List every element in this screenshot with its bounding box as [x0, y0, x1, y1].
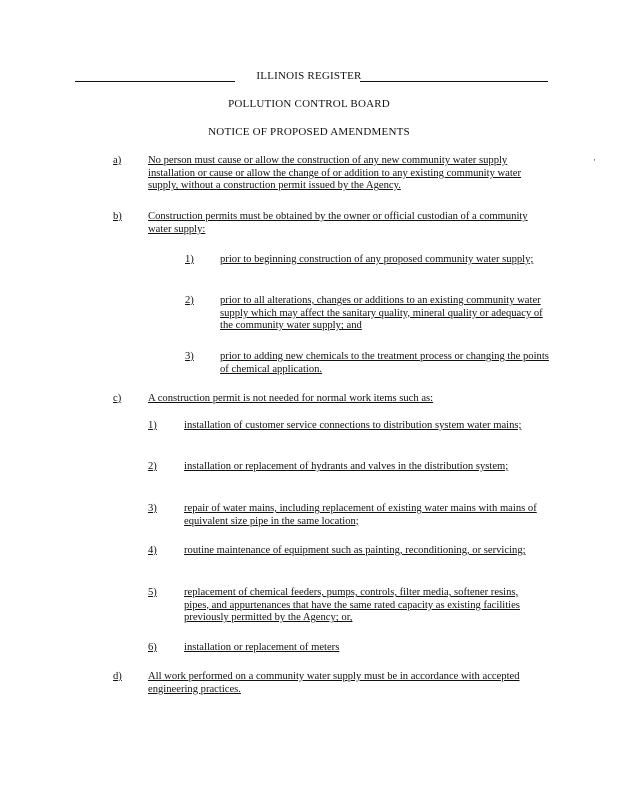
section-a-label: a) [113, 155, 122, 166]
section-c-item-2-label: 2) [148, 461, 157, 472]
section-c-label: c) [113, 393, 122, 404]
register-title: ILLINOIS REGISTER [256, 70, 362, 82]
section-c-item-2-text: installation or replacement of hydrants and valves in the distribution system; [184, 461, 509, 472]
section-d-text: All work performed on a community water supply must be in accordance with accepted engineering practices. [148, 671, 520, 695]
section-c-item-6-label: 6) [148, 642, 157, 653]
section-b-item-1-text: prior to beginning construction of any proposed community water supply; [220, 254, 534, 265]
section-b-item-1-label: 1) [185, 254, 194, 265]
section-c-item-1-text: installation of customer service connections to distribution system water mains; [184, 420, 522, 431]
section-b-item-2-label: 2) [185, 295, 194, 306]
section-c-item-4-label: 4) [148, 545, 157, 556]
section-c-item-6-text: installation or replacement of meters [184, 642, 340, 653]
margin-dot: · [593, 155, 596, 165]
section-b-item-2-text: prior to all alterations, changes or additions to an existing community water supply which may affect the sanitary quality, mineral quality or adequacy of the community water supply; and [220, 295, 543, 332]
section-c-text: A construction permit is not needed for normal work items such as: [148, 393, 434, 404]
section-d-label: d) [113, 671, 122, 682]
board-title: POLLUTION CONTROL BOARD [228, 98, 390, 110]
section-b-item-3-text: prior to adding new chemicals to the treatment process or changing the points of chemical application. [220, 351, 549, 375]
section-c-item-4-text: routine maintenance of equipment such as painting, reconditioning, or servicing; [184, 545, 526, 556]
section-c-item-1-label: 1) [148, 420, 157, 431]
section-c-item-3-label: 3) [148, 503, 157, 514]
section-c-item-3-text: repair of water mains, including replacement of existing water mains with mains of equivalent size pipe in the same location; [184, 503, 537, 527]
section-c-item-5-label: 5) [148, 587, 157, 598]
notice-title: NOTICE OF PROPOSED AMENDMENTS [208, 126, 410, 138]
section-b-label: b) [113, 211, 122, 222]
section-a-text: No person must cause or allow the construction of any new community water supply installation or cause or allow the change of or addition to any existing community water supply, without a construction permit issued by the Agency. [148, 155, 522, 192]
section-b-text: Construction permits must be obtained by the owner or official custodian of a community water supply: [148, 211, 528, 235]
section-b-item-3-label: 3) [185, 351, 194, 362]
section-c-item-5-text: replacement of chemical feeders, pumps, controls, filter media, softener resins, pipes, and appurtenances that have the same rated capacity as existing facilities previously permitted by the Agency; or, [184, 587, 520, 624]
